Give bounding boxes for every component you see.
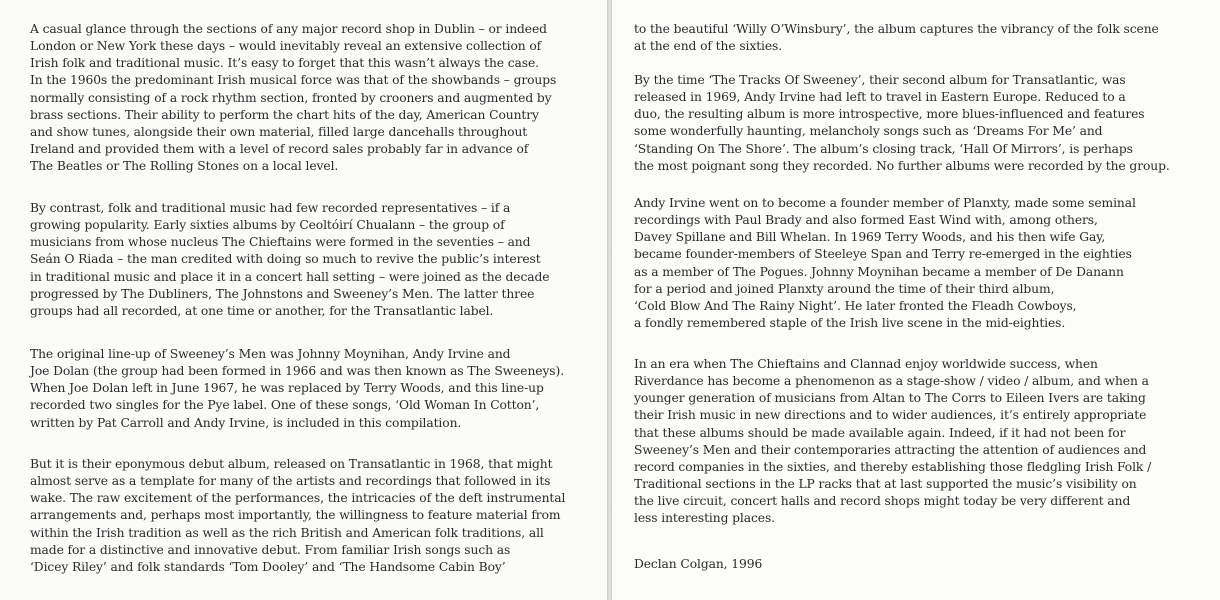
- text-line: became founder-members of Steeleye Span and Terry re-emerged in the eighties: [634, 247, 1132, 262]
- text-line: made for a distinctive and innovative debut. From familiar Irish songs such as: [30, 542, 511, 557]
- text-line: In an era when The Chieftains and Clannad enjoy worldwide success, when: [634, 357, 1098, 371]
- right-paragraph-3: [634, 195, 1194, 332]
- text-line: London or New York these days – would inevitably reveal an extensive collection of: [30, 39, 542, 54]
- left-paragraph-1: [30, 21, 590, 175]
- right-paragraph-2: [634, 72, 1194, 175]
- text-line: a fondly remembered staple of the Irish live scene in the mid-eighties.: [634, 315, 1066, 330]
- text-line: ‘Standing On The Shore’. The album’s closing track, ‘Hall Of Mirrors’, is perhaps: [634, 141, 1133, 156]
- text-line: brass sections. Their ability to perform the chart hits of the day, American Country: [30, 107, 539, 122]
- text-line: written by Pat Carroll and Andy Irvine, is included in this compilation.: [30, 415, 462, 430]
- text-line: their Irish music in new directions and to wider audiences, it’s entirely appropriate: [634, 408, 1147, 423]
- text-line: Sweeney’s Men and their contemporaries attracting the attention of audiences and: [634, 442, 1147, 457]
- text-line: that these albums should be made available again. Indeed, if it had not been for: [634, 425, 1126, 440]
- text-line: for a period and joined Planxty around the time of their third album,: [634, 281, 1055, 296]
- text-line: A casual glance through the sections of any major record shop in Dublin – or indeed: [30, 22, 547, 36]
- text-line: less interesting places.: [634, 511, 775, 526]
- text-line: Seán O Riada – the man credited with doing so much to revive the public’s interest: [30, 252, 541, 267]
- text-line: Irish folk and traditional music. It’s easy to forget that this wasn’t always the case.: [30, 56, 539, 71]
- text-line: recordings with Paul Brady and also formed East Wind with, among others,: [634, 213, 1098, 228]
- text-line: When Joe Dolan left in June 1967, he was replaced by Terry Woods, and this line-up: [30, 381, 544, 396]
- text-line: almost serve as a template for many of the artists and recordings that followed in its: [30, 474, 551, 489]
- signature-line: [634, 556, 1194, 573]
- text-line: arrangements and, perhaps most importantly, the willingness to feature material from: [30, 508, 561, 523]
- text-line: musicians from whose nucleus The Chieftains were formed in the seventies – and: [30, 235, 531, 250]
- text-line: Traditional sections in the LP racks that at last supported the music’s visibility on: [634, 476, 1137, 491]
- text-line: younger generation of musicians from Altan to The Corrs to Eileen Ivers are taking: [634, 391, 1146, 406]
- text-line: wake. The raw excitement of the performances, the intricacies of the deft instrumental: [30, 491, 566, 506]
- left-paragraph-4: [30, 456, 590, 576]
- text-line: recorded two singles for the Pye label. One of these songs, ‘Old Woman In Cotton’,: [30, 398, 540, 413]
- left-page: [0, 0, 607, 600]
- text-line: and show tunes, alongside their own material, filled large dancehalls throughout: [30, 124, 528, 139]
- text-line: normally consisting of a rock rhythm section, fronted by crooners and augmented by: [30, 90, 552, 105]
- text-line: record companies in the sixties, and thereby establishing those fledgling Irish Folk /: [634, 459, 1152, 474]
- text-line: within the Irish tradition as well as the rich British and American folk traditions, all: [30, 525, 544, 540]
- left-paragraph-3: [30, 346, 590, 432]
- text-line: duo, the resulting album is more introspective, more blues-influenced and features: [634, 107, 1145, 122]
- text-line: released in 1969, Andy Irvine had left to travel in Eastern Europe. Reduced to a: [634, 90, 1126, 105]
- text-line: to the beautiful ‘Willy O’Winsbury’, the album captures the vibrancy of the folk scene: [634, 22, 1159, 36]
- text-line: By contrast, folk and traditional music had few recorded representatives – if a: [30, 201, 511, 215]
- text-line: Davey Spillane and Bill Whelan. In 1969 Terry Woods, and his then wife Gay,: [634, 230, 1106, 245]
- text-line: ‘Dicey Riley’ and folk standards ‘Tom Dooley’ and ‘The Handsome Cabin Boy’: [30, 559, 506, 574]
- text-line: Ireland and provided them with a level of record sales probably far in advance of: [30, 141, 529, 156]
- text-line: ‘Cold Blow And The Rainy Night’. He later fronted the Fleadh Cowboys,: [634, 298, 1077, 313]
- right-paragraph-1: [634, 21, 1194, 55]
- text-line: Joe Dolan (the group had been formed in 1966 and was then known as The Sweeneys).: [30, 364, 565, 379]
- text-line: But it is their eponymous debut album, released on Transatlantic in 1968, that might: [30, 457, 553, 471]
- text-line: By the time ‘The Tracks Of Sweeney’, their second album for Transatlantic, was: [634, 73, 1126, 87]
- right-paragraph-4: [634, 356, 1194, 527]
- text-line: The original line-up of Sweeney’s Men was Johnny Moynihan, Andy Irvine and: [30, 347, 511, 361]
- text-line: The Beatles or The Rolling Stones on a local level.: [30, 159, 339, 174]
- text-line: the most poignant song they recorded. No further albums were recorded by the group.: [634, 158, 1170, 173]
- text-line: Riverdance has become a phenomenon as a stage-show / video / album, and when a: [634, 374, 1149, 389]
- text-line: as a member of The Pogues. Johnny Moynihan became a member of De Danann: [634, 264, 1124, 279]
- text-line: Andy Irvine went on to become a founder member of Planxty, made some seminal: [634, 196, 1136, 210]
- text-line: at the end of the sixties.: [634, 39, 783, 54]
- left-paragraph-2: [30, 200, 590, 320]
- text-line: In the 1960s the predominant Irish musical force was that of the showbands – groups: [30, 73, 557, 88]
- text-line: the live circuit, concert halls and record shops might today be very different and: [634, 494, 1131, 509]
- text-line: growing popularity. Early sixties albums by Ceoltóirí Chualann – the group of: [30, 218, 505, 233]
- text-line: in traditional music and place it in a concert hall setting – were joined as the decade: [30, 269, 550, 284]
- text-line: groups had all recorded, at one time or another, for the Transatlantic label.: [30, 303, 494, 318]
- text-line: progressed by The Dubliners, The Johnstons and Sweeney’s Men. The latter three: [30, 286, 535, 301]
- text-line: some wonderfully haunting, melancholy songs such as ‘Dreams For Me’ and: [634, 124, 1103, 139]
- right-page: [612, 0, 1220, 600]
- text-line: Declan Colgan, 1996: [634, 557, 763, 571]
